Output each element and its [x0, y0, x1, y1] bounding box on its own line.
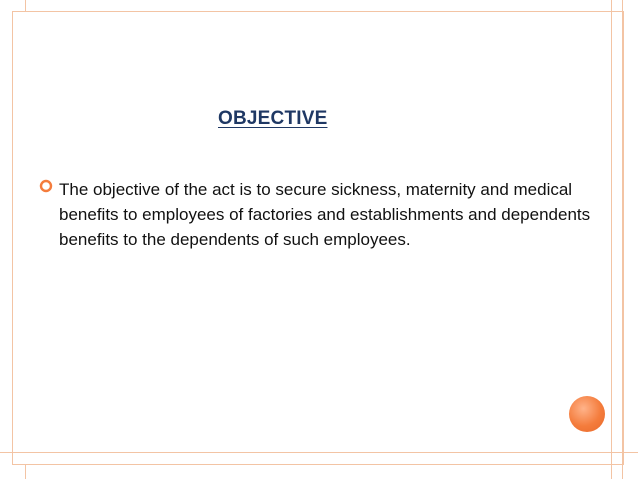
bullet-text: The objective of the act is to secure sickness, maternity and medical benefits to employees of factories and establishments and dependents benefits to the dependents of such employees.	[59, 180, 591, 249]
bullet-ring-icon	[39, 179, 57, 198]
slide-title: OBJECTIVE	[218, 108, 328, 129]
orange-circle-icon	[569, 396, 605, 432]
decorative-line-left	[25, 465, 26, 479]
decorative-line-top	[25, 0, 26, 11]
bullet-item	[39, 177, 599, 252]
